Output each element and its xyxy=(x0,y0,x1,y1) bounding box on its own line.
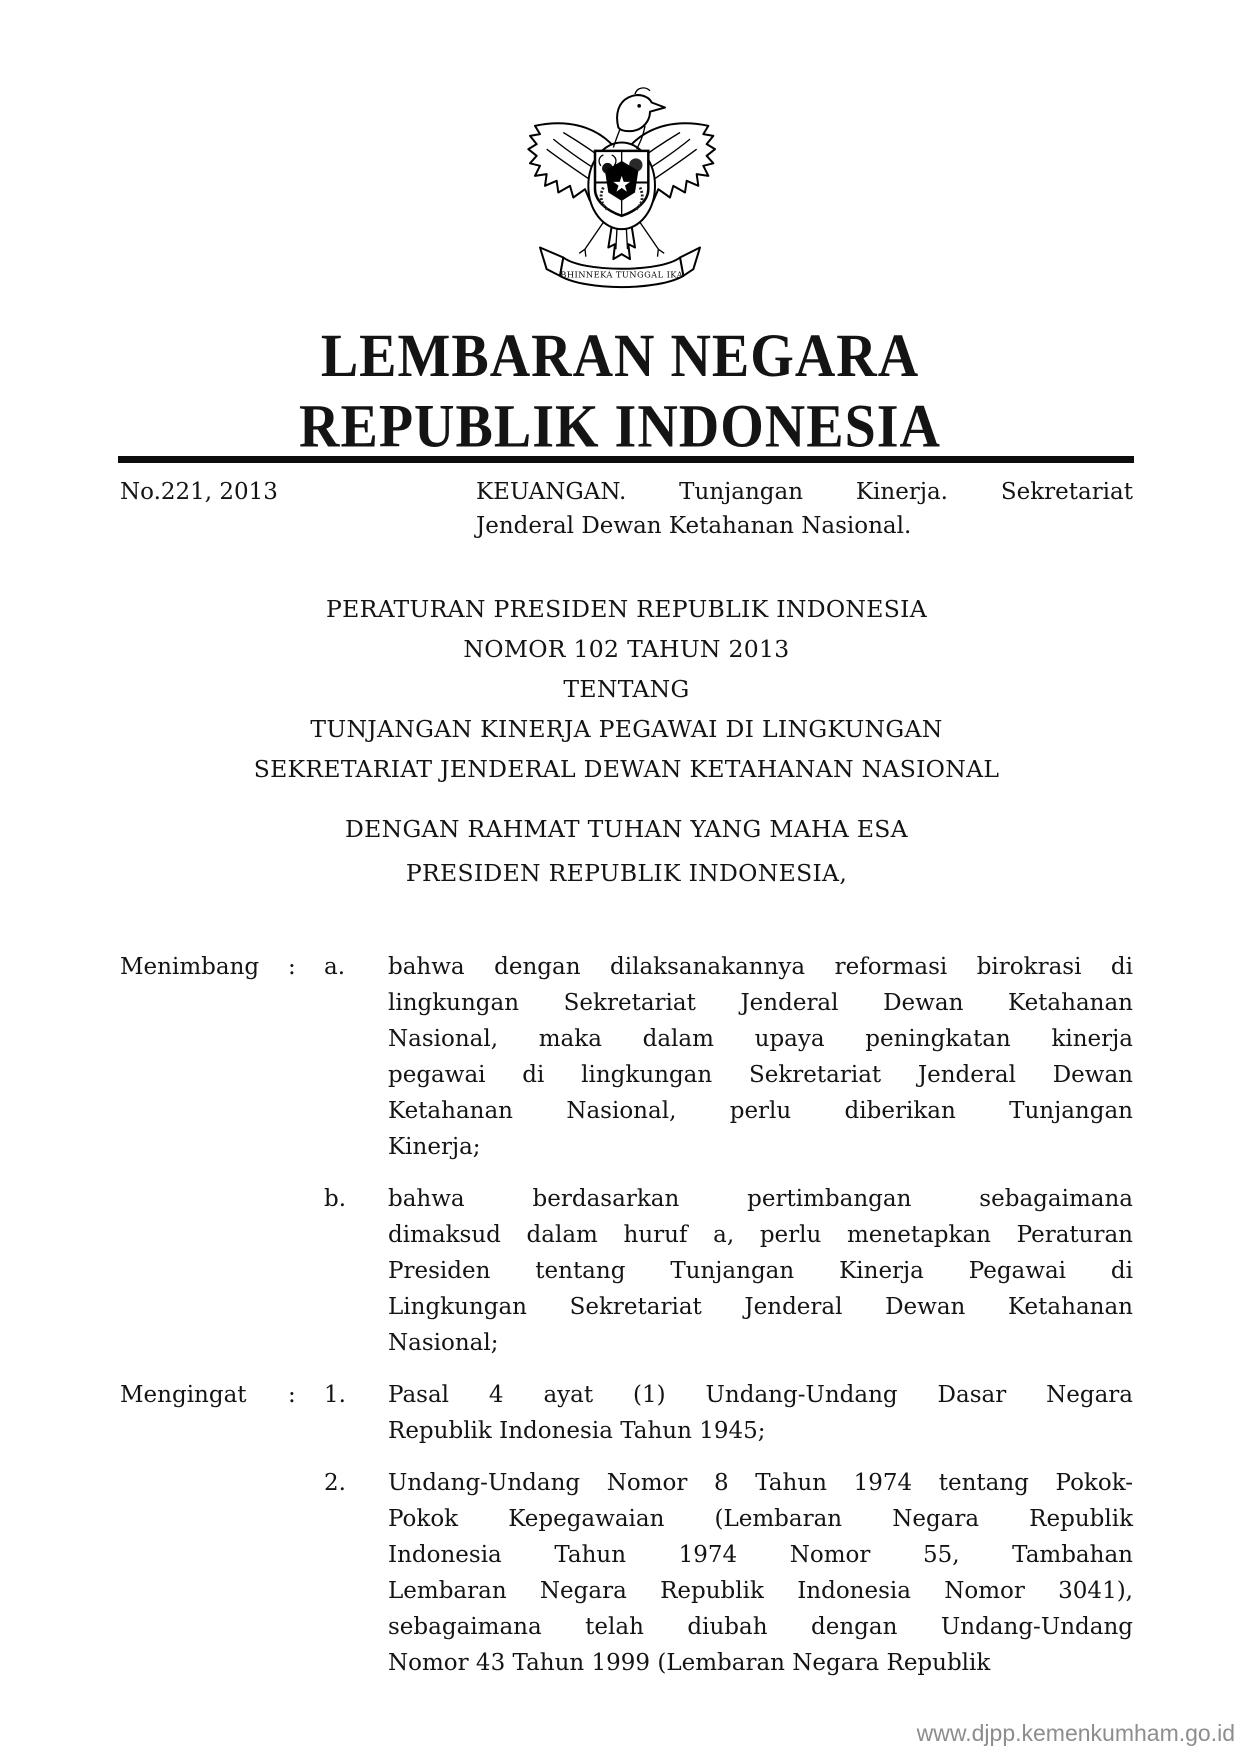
motto-text: BHINNEKA TUNGGAL IKA xyxy=(560,269,684,280)
paragraph-line: Nasional; xyxy=(388,1330,499,1356)
item-marker: b. xyxy=(324,1186,347,1212)
paragraph-line: bahwa berdasarkan pertimbangan sebagaimana xyxy=(388,1186,1133,1212)
legal-basis-row-1 xyxy=(120,1377,1133,1449)
subject-line: Jenderal Dewan Ketahanan Nasional. xyxy=(476,513,912,539)
subject-classification xyxy=(476,475,1133,543)
paragraph-line: Lingkungan Sekretariat Jenderal Dewan Ketahanan xyxy=(388,1294,1133,1320)
paragraph-line: lingkungan Sekretariat Jenderal Dewan Ketahanan xyxy=(388,990,1133,1016)
document-body xyxy=(0,949,1240,1681)
heading-line: SEKRETARIAT JENDERAL DEWAN KETAHANAN NASIONAL xyxy=(253,755,1000,783)
paragraph-line: dimaksud dalam huruf a, perlu menetapkan Peraturan xyxy=(388,1222,1133,1248)
item-marker: 2. xyxy=(324,1470,346,1496)
paragraph-line: bahwa dengan dilaksanakannya reformasi birokrasi di xyxy=(388,954,1133,980)
paragraph xyxy=(388,949,1133,1165)
heading-line: TENTANG xyxy=(563,675,690,703)
invocation-block xyxy=(0,807,1240,895)
heading-line: NOMOR 102 TAHUN 2013 xyxy=(463,635,790,663)
paragraph-line: Undang-Undang Nomor 8 Tahun 1974 tentang Pokok- xyxy=(388,1470,1133,1496)
paragraph xyxy=(388,1377,1133,1449)
consideration-row-b xyxy=(120,1181,1133,1361)
paragraph-line: Pokok Kepegawaian (Lembaran Negara Republik xyxy=(388,1506,1133,1532)
publisher-url: www.djpp.kemenkumham.go.id xyxy=(916,1720,1235,1746)
section-label: Menimbang xyxy=(120,954,260,980)
paragraph-line: Nomor 43 Tahun 1999 (Lembaran Negara Republik xyxy=(388,1650,991,1676)
gazette-title-line2: REPUBLIK INDONESIA xyxy=(299,392,941,461)
heading-line: PERATURAN PRESIDEN REPUBLIK INDONESIA xyxy=(326,595,927,623)
legal-basis-row-2 xyxy=(120,1465,1133,1681)
section-colon: : xyxy=(288,954,296,980)
paragraph-line: Indonesia Tahun 1974 Nomor 55, Tambahan xyxy=(388,1542,1133,1568)
authority-line: PRESIDEN REPUBLIK INDONESIA, xyxy=(405,859,848,887)
paragraph-line: Presiden tentang Tunjangan Kinerja Pegawai di xyxy=(388,1258,1133,1284)
star-icon: ★ xyxy=(611,172,632,198)
paragraph-line: Pasal 4 ayat (1) Undang-Undang Dasar Negara xyxy=(388,1382,1133,1408)
consideration-row-a xyxy=(120,949,1133,1165)
paragraph-line: Republik Indonesia Tahun 1945; xyxy=(388,1418,766,1444)
paragraph xyxy=(388,1465,1133,1681)
invocation-line: DENGAN RAHMAT TUHAN YANG MAHA ESA xyxy=(345,815,908,843)
gazette-title-line1: LEMBARAN NEGARA xyxy=(320,322,920,391)
paragraph-line: pegawai di lingkungan Sekretariat Jenderal Dewan xyxy=(388,1062,1133,1088)
item-marker: 1. xyxy=(324,1382,346,1408)
section-colon: : xyxy=(288,1382,296,1408)
paragraph xyxy=(388,1181,1133,1361)
gazette-title xyxy=(0,0,1240,462)
paragraph-line: Lembaran Negara Republik Indonesia Nomor 3041), xyxy=(388,1578,1133,1604)
heading-line: TUNJANGAN KINERJA PEGAWAI DI LINGKUNGAN xyxy=(310,715,943,743)
paragraph-line: Kinerja; xyxy=(388,1134,481,1160)
paragraph-line: Ketahanan Nasional, perlu diberikan Tunjangan xyxy=(388,1098,1133,1124)
masthead-row xyxy=(0,475,1240,543)
section-label: Mengingat xyxy=(120,1382,247,1408)
paragraph-line: sebagaimana telah diubah dengan Undang-Undang xyxy=(388,1614,1133,1640)
subject-line: KEUANGAN. Tunjangan Kinerja. Sekretariat xyxy=(476,479,1133,505)
regulation-heading xyxy=(0,589,1240,789)
item-marker: a. xyxy=(324,954,346,980)
paragraph-line: Nasional, maka dalam upaya peningkatan kinerja xyxy=(388,1026,1133,1052)
gazette-number: No.221, 2013 xyxy=(120,479,278,505)
